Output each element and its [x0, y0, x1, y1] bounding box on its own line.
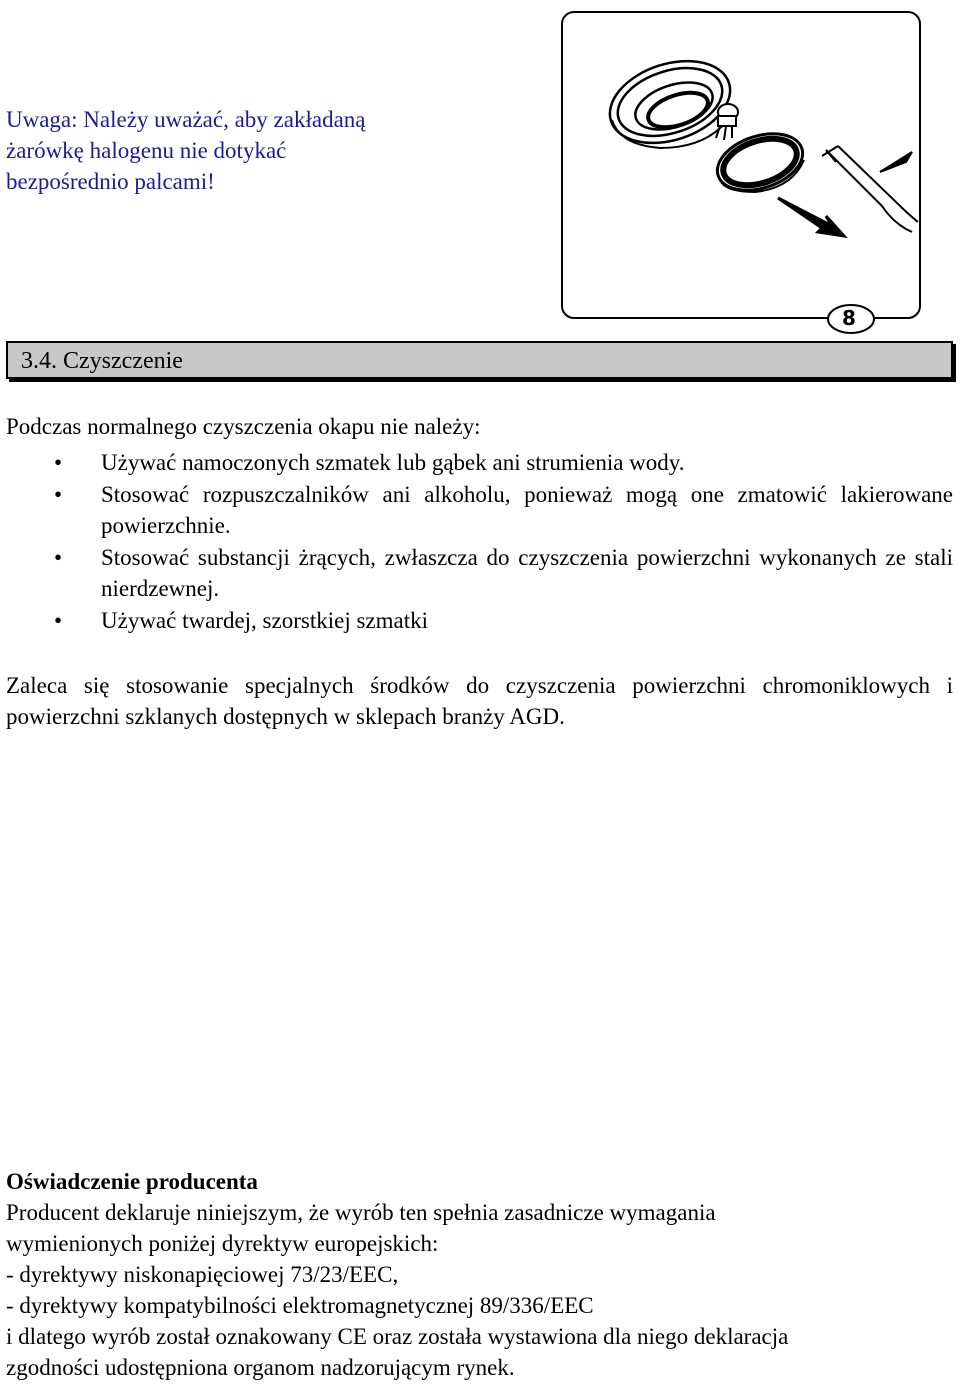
declaration-line: i dlatego wyrób został oznakowany CE oraz została wystawiona dla niego deklaracja — [6, 1324, 789, 1349]
warning-line: Uwaga: Należy uważać, aby zakładaną — [6, 107, 366, 132]
manufacturer-declaration — [6, 1166, 953, 1383]
bullet-icon: • — [54, 544, 63, 570]
bullet-icon: • — [54, 481, 63, 507]
warning-note — [6, 104, 486, 197]
warning-line: żarówkę halogenu nie dotykać — [6, 138, 287, 163]
section-header — [6, 341, 953, 379]
list-item: • Używać namoczonych szmatek lub gąbek ani strumienia wody. — [0, 447, 953, 479]
declaration-line: Producent deklaruje niniejszym, że wyrób ten spełnia zasadnicze wymagania — [6, 1200, 716, 1225]
warning-line: bezpośrednio palcami! — [6, 169, 215, 194]
declaration-title: Oświadczenie producenta — [6, 1169, 258, 1194]
bullet-icon: • — [54, 450, 63, 475]
halogen-bulb-illustration — [560, 10, 924, 340]
declaration-line: - dyrektywy kompatybilności elektromagnetycznej 89/336/EEC — [6, 1293, 594, 1318]
list-item: • Stosować substancji żrących, zwłaszcza do czyszczenia powierzchni wykonanych ze stali nierdzewnej. — [0, 542, 953, 605]
declaration-line: wymienionych poniżej dyrektyw europejskich: — [6, 1231, 439, 1256]
figure-number: 8 — [842, 306, 856, 330]
list-item: • Stosować rozpuszczalników ani alkoholu, ponieważ mogą one zmatowić lakierowane powierzchnie. — [0, 479, 953, 542]
section-title: 3.4. Czyszczenie — [21, 348, 183, 374]
list-item: • Używać twardej, szorstkiej szmatki — [0, 605, 953, 637]
bullet-icon: • — [54, 607, 63, 633]
declaration-line: - dyrektywy niskonapięciowej 73/23/EEC, — [6, 1262, 399, 1287]
cleaning-intro: Podczas normalnego czyszczenia okapu nie należy: — [6, 414, 481, 439]
cleaning-bullet-list — [0, 447, 953, 636]
declaration-line: zgodności udostępniona organom nadzorującym rynek. — [6, 1355, 515, 1380]
cleaning-recommendation: Zaleca się stosowanie specjalnych środków do czyszczenia powierzchni chromoniklowych i powierzchni szklanych dostępnych w sklepach branży AGD. — [6, 673, 953, 729]
